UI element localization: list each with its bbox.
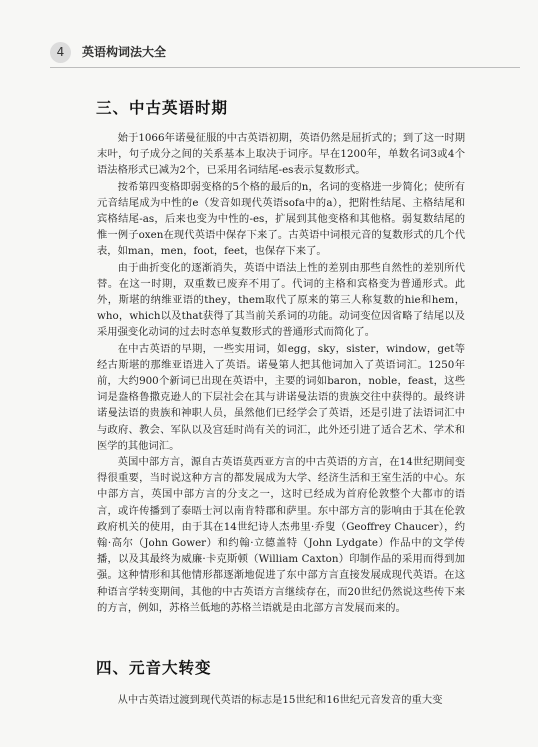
section-4-body [97,692,465,708]
paragraph: 从中古英语过渡到现代英语的标志是15世纪和16世纪元音发音的重大变 [117,694,443,706]
page-header [50,40,520,66]
page-number: 4 [50,42,71,63]
paragraph: 在中古英语的早期，一些实用词，如egg，sky，sister，window，get等经古斯堪的那维亚语进入了英语。诺曼第人把其他词加入了英语词汇。1250年前，大约900个新词已出现在英语中，主要的词如baron，noble，feast，这些词是盎格鲁撒克逊人的下层社会在其与讲诺曼法语的贵族交往中获得的。最终讲诺曼法语的贵族和神职人员，虽然他们已经学会了英语，还是引进了法语词汇中与政府、教会、军队以及宫廷时尚有关的词汇，此外还引进了适合艺术、学术和医学的其他词汇。 [97,342,465,452]
paragraph: 英国中部方言，源自古英语莫西亚方言的中古英语的方言，在14世纪期间变得很重要，当时说这种方言的都发展成为大学、经济生活和王室生活的中心。东中部方言，英国中部方言的分支之一，这时已经成为首府伦敦整个大都市的语言，或许传播到了泰晤士河以南肯特郡和萨里。东中部方言的影响由于其在伦敦政府机关的使用，由于其在14世纪诗人杰弗里·乔叟（Geoffrey Chaucer），约翰·高尔（John Gower）和约翰·立德盖特（John Lydgate）作品中的文学传播，以及其最终为威廉·卡克斯顿（William Caxton）印制作品的采用而得到加强。这种情形和其他情形都逐渐地促进了东中部方言直接发展成现代英语。在这种语言学转变期间，其他的中古英语方言继续存在，而20世纪仍然说这些传下来的方言，例如，苏格兰低地的苏格兰语就是由北部方言发展而来的。 [97,456,465,614]
section-3-body [97,130,465,616]
section-4-heading: 四、元音大转变 [96,659,212,677]
paragraph: 按希第四变格即弱变格的5个格的最后的n，名词的变格进一步简化；使所有元音结尾成为中性的e（发音如现代英语sofa中的a），把附性结尾、主格结尾和宾格结尾-as，后来也变为中性的-es，扩展到其他变格和其他格。弱复数结尾的惟一例子oxen在现代英语中保存下来了。古英语中词根元音的复数形式的几个代表，如man，men，foot，feet，也保存下来了。 [97,180,465,258]
section-3-heading: 三、中古英语时期 [96,99,229,117]
header-divider [50,67,520,68]
book-title: 英语构词法大全 [82,45,167,59]
paragraph: 由于曲折变化的逐渐消失，英语中语法上性的差别由那些自然性的差别所代替。在这一时期，双重数已废弃不用了。代词的主格和宾格变为普通形式。此外，斯堪的纳维亚语的they，them取代了原来的第三人称复数的hie和hem，who，which以及that获得了其当前关系词的功能。动词变位因省略了结尾以及采用强变化动词的过去时态单复数形式的普通形式而简化了。 [97,261,465,339]
paragraph: 始于1066年诺曼征服的中古英语初期，英语仍然是屈折式的；到了这一时期末叶，句子成分之间的关系基本上取决于词序。早在1200年，单数名词3或4个语法格形式已减为2个，已采用名词结尾-es表示复数形式。 [97,132,465,177]
